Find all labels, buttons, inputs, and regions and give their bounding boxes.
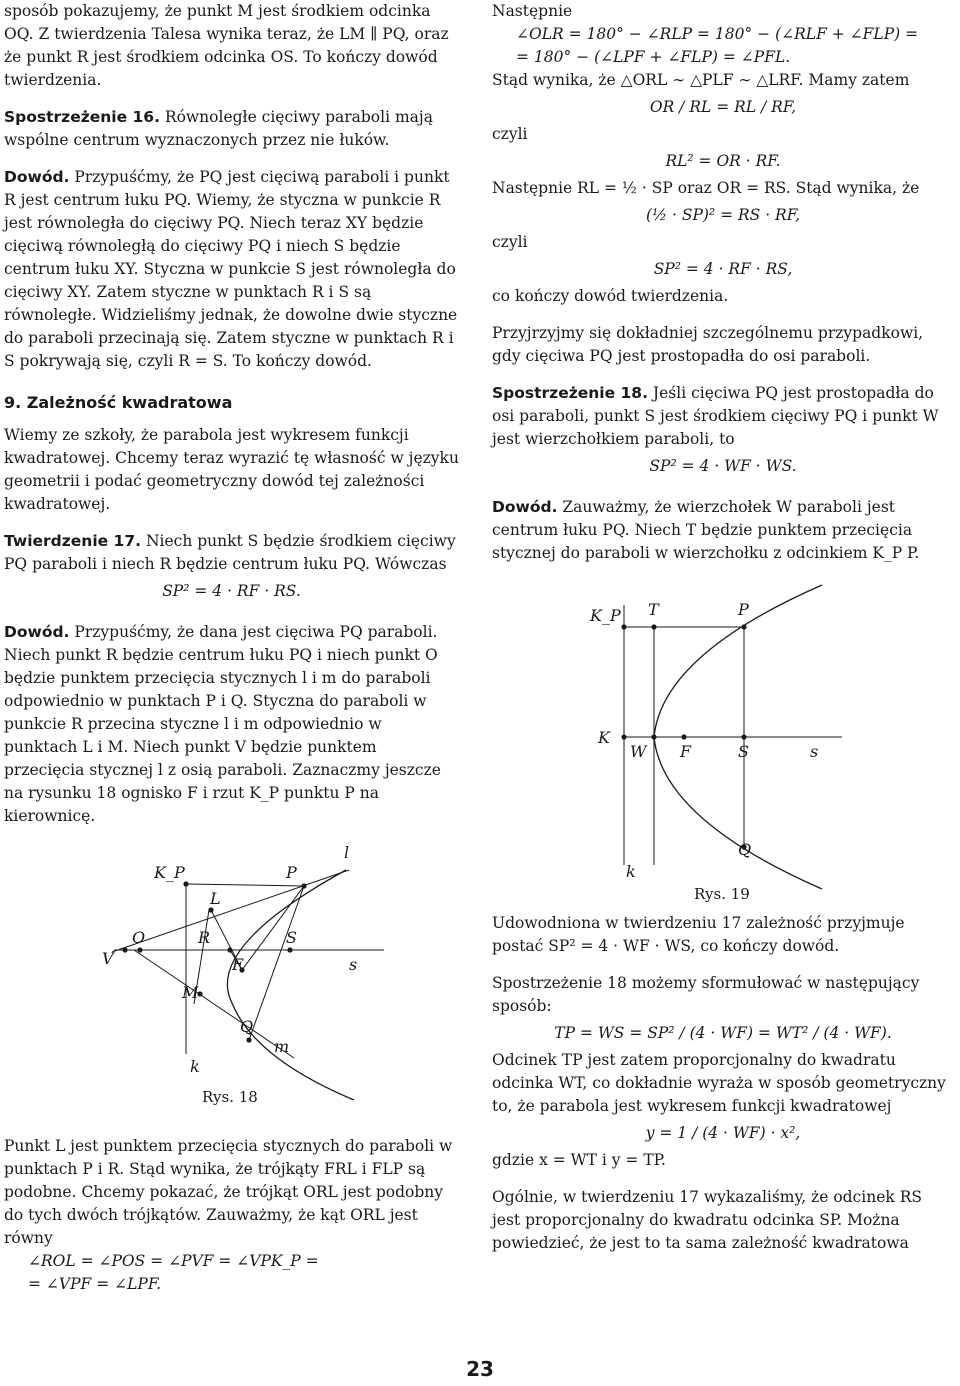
tp-equation: TP = WS = SP² / (4 · WF) = WT² / (4 · WF). bbox=[554, 1024, 892, 1042]
after-figure-18: Punkt L jest punktem przecięcia stycznych do paraboli w punktach P i R. Stąd wynika, że trójkąty FRL i FLP są podobne. Chcemy pokazać, że trójkąt ORL jest podobny do tych dwóch trójkątów. Zauważmy, że kąt ORL jest równy bbox=[4, 1137, 453, 1247]
proof-3 bbox=[492, 496, 954, 565]
proof-1-heading: Dowód. bbox=[4, 168, 70, 186]
end-of-proof: co kończy dowód twierdzenia. bbox=[492, 287, 729, 305]
page-number: 23 bbox=[466, 1357, 494, 1381]
fig18-label-f: F bbox=[232, 955, 244, 974]
fig18-label-m-point: M bbox=[182, 983, 199, 1002]
fig18-label-o: O bbox=[132, 928, 146, 947]
half-sp-equation: (½ · SP)² = RS · RF, bbox=[645, 206, 800, 224]
where-text: gdzie x = WT i y = TP. bbox=[492, 1151, 666, 1169]
observation-16-text: Równoległe cięciwy paraboli mają wspólne centrum wyznaczonych przez nie łuków. bbox=[4, 108, 433, 149]
special-case: Przyjrzyjmy się dokładniej szczególnemu przypadkowi, gdy cięciwa PQ jest prostopadła do osi paraboli. bbox=[492, 324, 924, 365]
similar-triangles: Stąd wynika, że △ORL ∼ △PLF ∼ △LRF. Mamy zatem bbox=[492, 71, 910, 89]
theorem-17-equation: SP² = 4 · RF · RS. bbox=[162, 582, 301, 600]
fig18-point-q bbox=[246, 1037, 251, 1042]
fig19-label-s: S bbox=[738, 742, 749, 761]
fig19-point-s bbox=[741, 734, 746, 739]
general-text: Ogólnie, w twierdzeniu 17 wykazaliśmy, że odcinek RS jest proporcjonalny do kwadratu odcinka SP. Można powiedzieć, że jest to ta sama zależność kwadratowa bbox=[492, 1188, 922, 1252]
proof-3-heading: Dowód. bbox=[492, 498, 558, 516]
figure-19 bbox=[492, 565, 954, 905]
equation-1a: ∠OLR = 180° − ∠RLP = 180° − (∠RLF + ∠FLP) = bbox=[516, 25, 919, 43]
proof-3-text: Zauważmy, że wierzchołek W paraboli jest centrum łuku PQ. Niech T będzie punktem przecięcia stycznej do paraboli w wierzchołku z odcinkiem K_P P. bbox=[492, 498, 920, 562]
fig19-label-w: W bbox=[630, 742, 647, 761]
fig18-caption: Rys. 18 bbox=[202, 1088, 258, 1106]
czyli-1: czyli bbox=[492, 125, 528, 143]
fig18-label-lpt: L bbox=[210, 889, 221, 908]
section-intro: Wiemy ze szkoły, że parabola jest wykresem funkcji kwadratowej. Chcemy teraz wyrazić tę własność w języku geometrii i podać geometryczny dowód tej zależności kwadratowej. bbox=[4, 426, 459, 513]
fig18-point-o bbox=[137, 947, 142, 952]
proof-2 bbox=[4, 621, 459, 828]
fig18-kp-p bbox=[186, 884, 304, 886]
fig19-label-k: K bbox=[598, 728, 610, 747]
theorem-17-text: Niech punkt S będzie środkiem cięciwy PQ paraboli i niech R będzie centrum łuku PQ. Wówczas bbox=[4, 532, 456, 573]
fig19-label-q: Q bbox=[738, 840, 752, 859]
figure-18 bbox=[4, 828, 459, 1128]
left-column bbox=[4, 0, 459, 1296]
fig19-label-t: T bbox=[648, 600, 659, 619]
fig19-point-kp bbox=[621, 624, 626, 629]
fig18-label-v: V bbox=[102, 949, 114, 968]
reformulation: Spostrzeżenie 18 możemy sformułować w następujący sposób: bbox=[492, 974, 920, 1015]
proof-1 bbox=[4, 166, 459, 373]
fig18-label-m-line: m bbox=[274, 1037, 290, 1056]
intro-paragraph: sposób pokazujemy, że punkt M jest środkiem odcinka OQ. Z twierdzenia Talesa wynika teraz, że LM ∥ PQ, oraz że punkt R jest środkiem odcinka OS. To kończy dowód twierdzenia. bbox=[4, 2, 449, 89]
fig18-tangent-m bbox=[134, 950, 294, 1058]
fig18-label-p: P bbox=[286, 863, 297, 882]
fig18-label-s-axis: s bbox=[349, 955, 358, 974]
right-column bbox=[492, 0, 954, 1255]
fig18-chord-pq bbox=[249, 886, 304, 1040]
fig18-point-kp bbox=[183, 881, 188, 886]
angles-equation-2: = ∠VPF = ∠LPF. bbox=[28, 1275, 162, 1293]
angles-equation-1: ∠ROL = ∠POS = ∠PVF = ∠VPK_P = bbox=[28, 1252, 319, 1270]
observation-18-heading: Spostrzeżenie 18. bbox=[492, 384, 648, 402]
proof-2-heading: Dowód. bbox=[4, 623, 70, 641]
proof-2-text: Przypuśćmy, że dana jest cięciwa PQ paraboli. Niech punkt R będzie centrum łuku PQ i niech punkt O będzie punktem przecięcia stycznych l i m do paraboli odpowiednio w punktach P i Q. Styczna do paraboli w punkcie R przecina styczne l i m odpowiednio w punktach L i M. Niech punkt V będzie punktem przecięcia stycznej l z osią paraboli. Zaznaczmy jeszcze na rysunku 18 ognisko F i rzut K_P punktu P na kierownicę. bbox=[4, 623, 441, 825]
next-2: Następnie RL = ½ · SP oraz OR = RS. Stąd wynika, że bbox=[492, 179, 920, 197]
fig18-label-kp: K_P bbox=[154, 863, 185, 882]
rl-equation: RL² = OR · RF. bbox=[665, 152, 781, 170]
fig18-label-k: k bbox=[190, 1057, 200, 1076]
observation-16-heading: Spostrzeżenie 16. bbox=[4, 108, 160, 126]
fig18-point-s bbox=[287, 947, 292, 952]
fig19-label-p: P bbox=[738, 600, 749, 619]
fig19-point-p bbox=[741, 624, 746, 629]
fig19-point-w bbox=[651, 734, 656, 739]
fig19-point-t bbox=[651, 624, 656, 629]
theorem-17 bbox=[4, 530, 459, 576]
observation-18 bbox=[492, 382, 954, 451]
after-figure-19: Udowodniona w twierdzeniu 17 zależność przyjmuje postać SP² = 4 · WF · WS, co kończy dowód. bbox=[492, 914, 905, 955]
fig18-point-v bbox=[122, 947, 127, 952]
czyli-2: czyli bbox=[492, 233, 528, 251]
fig18-label-r: R bbox=[198, 928, 211, 947]
fig18-point-l bbox=[208, 907, 213, 912]
segment-text: Odcinek TP jest zatem proporcjonalny do kwadratu odcinka WT, co dokładnie wyraża w sposób geometryczny to, że parabola jest wykresem funkcji kwadratowej bbox=[492, 1051, 946, 1115]
fig19-point-k bbox=[621, 734, 626, 739]
fig18-label-l: l bbox=[344, 843, 350, 862]
fig19-label-f: F bbox=[680, 742, 692, 761]
fig18-label-s: S bbox=[286, 928, 297, 947]
fig19-label-k-directrix: k bbox=[626, 862, 636, 881]
next-1: Następnie bbox=[492, 2, 573, 20]
fig19-label-kp: K_P bbox=[590, 606, 621, 625]
fig19-point-f bbox=[681, 734, 686, 739]
y-equation: y = 1 / (4 · WF) · x², bbox=[645, 1124, 801, 1142]
proof-1-text: Przypuśćmy, że PQ jest cięciwą paraboli i punkt R jest centrum łuku PQ. Wiemy, że styczna w punkcie R jest równoległa do cięciwy PQ. Niech teraz XY będzie cięciwą równoległą do cięciwy PQ i niech S będzie centrum łuku XY. Styczna w punkcie S jest równoległa do cięciwy XY. Zatem styczne w punktach R i S są równoległe. Widzieliśmy jednak, że dowolne dwie styczne do paraboli przecinają się. Zatem styczne w punktach R i S pokrywają się, czyli R = S. To kończy dowód. bbox=[4, 168, 458, 370]
fig19-caption: Rys. 19 bbox=[694, 885, 750, 903]
observation-18-text: Jeśli cięciwa PQ jest prostopadła do osi paraboli, punkt S jest środkiem cięciwy PQ i punkt W jest wierzchołkiem paraboli, to bbox=[492, 384, 939, 448]
observation-16 bbox=[4, 106, 459, 152]
sp-equation: SP² = 4 · RF · RS, bbox=[653, 260, 793, 278]
ratio-equation: OR / RL = RL / RF, bbox=[649, 98, 797, 116]
fig18-label-q: Q bbox=[240, 1017, 254, 1036]
equation-1b: = 180° − (∠LPF + ∠FLP) = ∠PFL. bbox=[516, 48, 791, 66]
observation-18-equation: SP² = 4 · WF · WS. bbox=[649, 457, 797, 475]
section-title: 9. Zależność kwadratowa bbox=[4, 393, 233, 412]
fig18-point-p bbox=[301, 883, 306, 888]
theorem-17-heading: Twierdzenie 17. bbox=[4, 532, 142, 550]
fig19-label-s-axis: s bbox=[810, 742, 819, 761]
fig18-point-r bbox=[227, 947, 232, 952]
fig18-tangent-l bbox=[112, 870, 349, 952]
